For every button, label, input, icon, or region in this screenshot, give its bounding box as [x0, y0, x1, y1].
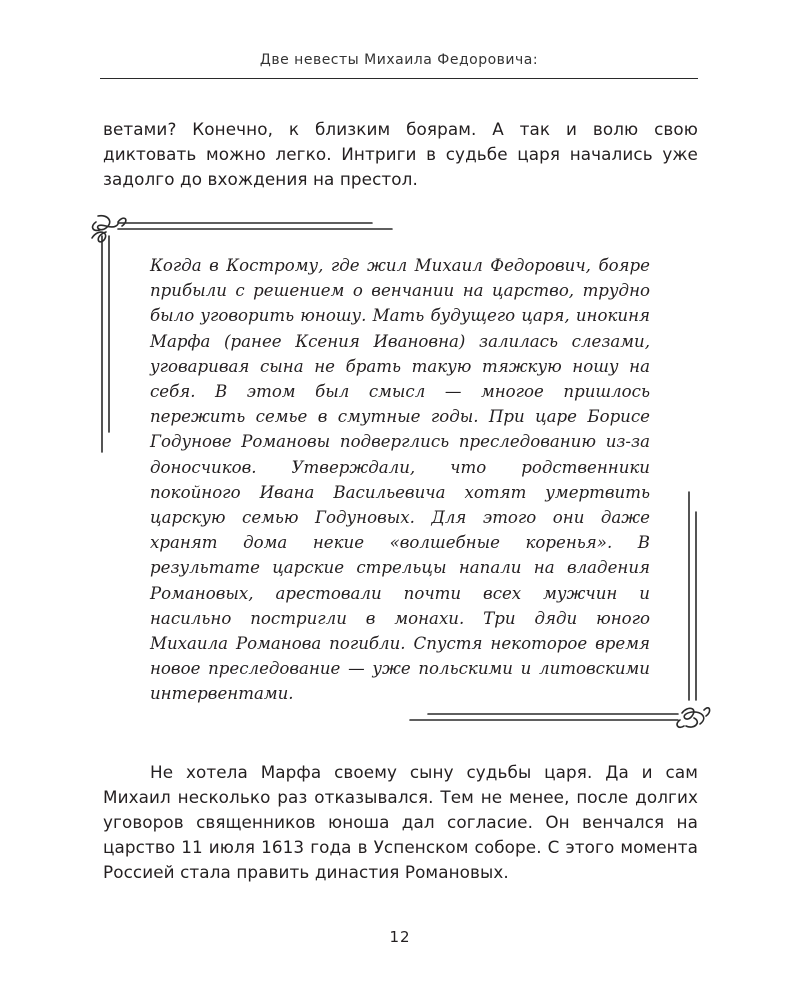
running-title: Две невесты Михаила Федоровича: — [259, 52, 539, 68]
intro-paragraph-text: ветами? Конечно, к близким боярам. А так и волю свою диктовать можно легко. Интриги в судьбе царя начались уже задолго до вхождения на престол. — [103, 119, 698, 189]
flourish-icon — [92, 216, 126, 242]
header-rule — [100, 78, 698, 79]
closing-paragraph — [103, 760, 698, 885]
closing-paragraph-text: Не хотела Марфа своему сыну судьбы царя. Да и сам Михаил несколько раз отказывался. Тем не менее, после долгих уговоров священников юноша дал согласие. Он венчался на царство 11 июля 1613 года в Успенском соборе. С этого момента Россией стала править династия Романовых. — [103, 762, 698, 882]
quote-text: Когда в Кострому, где жил Михаил Федорович, бояре прибыли с решением о венчании на царство, трудно было уговорить юношу. Мать будущего царя, инокиня Марфа (ранее Ксения Ивановна) залилась слезами, уговаривая сына не брать такую тяжкую ношу на себя. В этом был смысл — многое пришлось пережить семье в смутные годы. При царе Борисе Годунове Романовы подверглись преследованию из-за доносчиков. Утверждали, что родственники покойного Ивана Васильевича хотят умертвить царскую семью Годуновых. Для этого они даже хранят дома некие «волшебные коренья». В результате царские стрельцы напали на владения Романовых, арестовали почти всех мужчин и насильно постригли в монахи. Три дяди юного Михаила Романова погибли. Спустя некоторое время новое преследование — уже польскими и литовскими интервентами. — [150, 256, 650, 704]
intro-paragraph — [103, 117, 698, 192]
quote-block — [150, 253, 650, 707]
flourish-icon — [677, 708, 710, 727]
page-number: 12 — [389, 928, 411, 946]
